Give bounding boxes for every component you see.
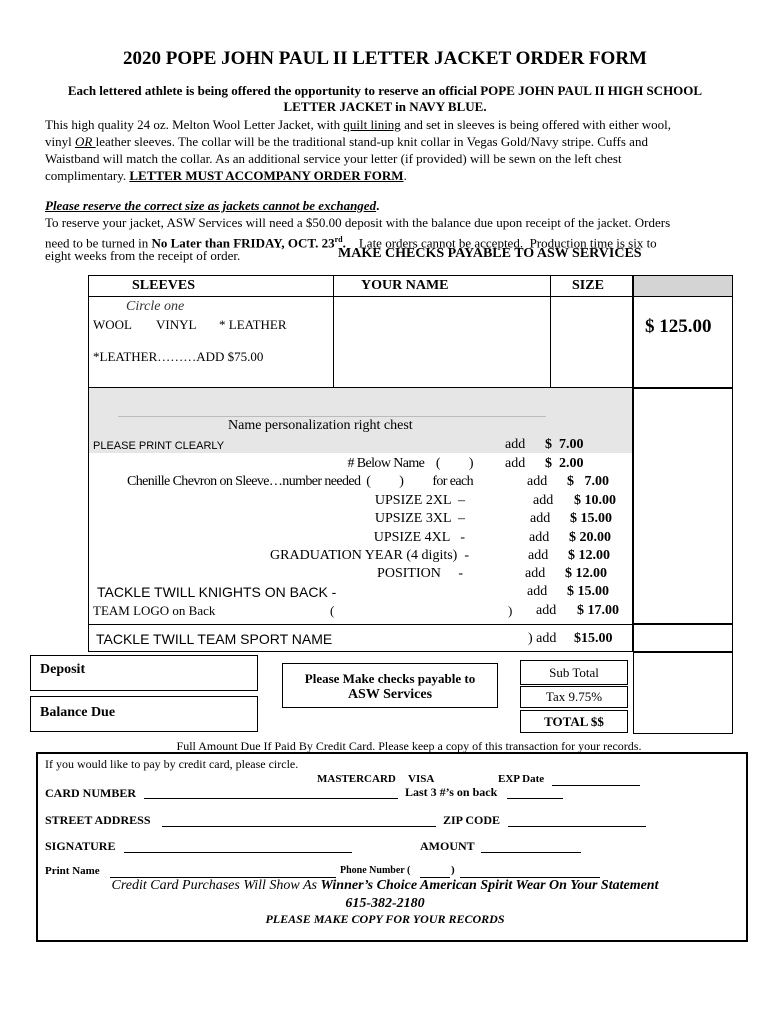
phone-area-field[interactable] (420, 864, 450, 878)
tax-label: Tax 9.75% (545, 689, 603, 704)
copy-note: PLEASE MAKE COPY FOR YOUR RECORDS (265, 912, 505, 926)
col-your-name: YOUR NAME (361, 278, 449, 293)
sub-total-label: Sub Total (549, 665, 599, 680)
zip-code-field[interactable] (508, 812, 646, 827)
addon-add: add (525, 566, 546, 581)
reserve-warning: Please reserve the correct size as jackets cannot be exchanged (45, 198, 377, 213)
option-wool[interactable]: WOOL (93, 317, 132, 332)
tackle-sport-label: TACKLE TWILL TEAM SPORT NAME (96, 631, 333, 647)
your-name-field[interactable] (335, 298, 549, 386)
addon-price: $ 12.00 (568, 548, 610, 563)
col-size: SIZE (572, 278, 604, 293)
tackle-sport-add: ) add (528, 631, 557, 646)
intro-line-2: LETTER JACKET in NAVY BLUE. (283, 99, 487, 114)
checks-note-line-2: ASW Services (347, 687, 433, 702)
signature-field[interactable] (124, 838, 352, 853)
addon-label: # Below Name ( ) (347, 456, 473, 471)
tackle-knights-add: add (527, 584, 548, 599)
addon-label: UPSIZE 2XL – (374, 493, 465, 508)
print-name-label: Print Name (45, 865, 100, 877)
statement-note-a: Credit Card Purchases Will Show As (111, 878, 321, 893)
total-value-box[interactable] (633, 652, 733, 734)
addon-label: GRADUATION YEAR (4 digits) - (270, 548, 469, 563)
desc-g: . (403, 168, 407, 183)
exp-date-label: EXP Date (498, 773, 545, 785)
last3-field[interactable] (507, 784, 563, 799)
balance-due-label: Balance Due (40, 705, 116, 720)
reserve-deadline-sup: rd (334, 235, 343, 244)
team-logo-label: TEAM LOGO on Back (93, 603, 216, 618)
desc-d: leather sleeves. The collar will be the traditional stand-up knit collar in Vegas Gold/Navy stripe. Cuffs and (95, 134, 648, 149)
addon-price: $ 12.00 (565, 566, 607, 581)
tackle-knights-label: TACKLE TWILL KNIGHTS ON BACK - (97, 584, 337, 600)
credit-card-prompt: If you would like to pay by credit card, please circle. (45, 757, 299, 771)
intro-line-1: Each lettered athlete is being offered the opportunity to reserve an official POPE JOHN PAUL II HIGH SCHOOL (67, 83, 703, 98)
reserve-line-2c: . (342, 235, 346, 251)
checks-note-box (282, 663, 498, 708)
deposit-label: Deposit (40, 662, 86, 677)
option-mastercard[interactable]: MASTERCARD (317, 773, 396, 785)
exp-date-field[interactable] (552, 773, 640, 786)
team-logo-paren-open: ( (330, 603, 335, 618)
addon-label: UPSIZE 4XL - (373, 530, 465, 545)
sport-price-box (633, 624, 733, 652)
desc-c: vinyl (45, 134, 75, 149)
reserve-line-2a: need to be turned in (45, 235, 152, 251)
reserve-warning-end: . (376, 198, 380, 213)
addon-label: Chenille Chevron on Sleeve…number needed ( ) for each (127, 474, 473, 489)
addon-price: $ 7.00 (545, 437, 584, 452)
addon-label: POSITION - (377, 566, 463, 581)
total-box (520, 710, 628, 733)
intro-heading (30, 83, 740, 115)
base-price: $ 125.00 (645, 316, 712, 337)
addon-add: add (533, 493, 554, 508)
reserve-line-1: To reserve your jacket, ASW Services will need a $50.00 deposit with the balance due upon receipt of the jacket. Orders (45, 215, 671, 230)
team-logo-price: $ 17.00 (577, 603, 619, 618)
price-header-shade (633, 275, 733, 297)
statement-note (0, 878, 770, 894)
addon-price: $ 2.00 (545, 456, 584, 471)
amount-field[interactable] (481, 838, 581, 853)
street-address-field[interactable] (162, 812, 436, 827)
addon-add: add (505, 456, 526, 471)
desc-f: complimentary. (45, 168, 130, 183)
print-name-field[interactable] (110, 864, 336, 878)
tax-box (520, 686, 628, 708)
circle-one: Circle one (126, 299, 185, 314)
card-number-field[interactable] (144, 784, 398, 799)
desc-a: This high quality 24 oz. Melton Wool Letter Jacket, with (45, 117, 344, 132)
option-leather[interactable]: * LEATHER (219, 317, 287, 332)
last3-label: Last 3 #’s on back (405, 785, 498, 799)
addon-price: $ 10.00 (574, 493, 616, 508)
desc-e: Waistband will match the collar. As an additional service your letter (if provided) will be sewn on the left chest (45, 151, 622, 166)
card-number-label: CARD NUMBER (45, 786, 136, 800)
checks-note-line-1: Please Make checks payable to (304, 671, 476, 686)
print-clearly: PLEASE PRINT CLEARLY (93, 440, 225, 452)
desc-or: OR (74, 134, 96, 149)
tackle-knights-price: $ 15.00 (567, 584, 609, 599)
reserve-section (45, 197, 735, 251)
col-sleeves: SLEEVES (132, 278, 196, 293)
addon-add: add (528, 548, 549, 563)
addon-price: $ 7.00 (567, 474, 609, 489)
phone-label: Phone Number ( (340, 865, 411, 876)
desc-b: and set in sleeves is being offered with either wool, (400, 117, 671, 132)
page-title: 2020 POPE JOHN PAUL II LETTER JACKET ORDER FORM (123, 48, 647, 69)
reserve-line-3: eight weeks from the receipt of order. (45, 248, 241, 263)
total-label: TOTAL $$ (544, 714, 604, 729)
reserve-line-2d: Late orders cannot be accepted. Production time is six to (345, 235, 657, 251)
street-address-label: STREET ADDRESS (45, 813, 151, 827)
addon-price: $ 15.00 (570, 511, 612, 526)
jacket-description (45, 116, 735, 184)
size-field[interactable] (552, 298, 632, 386)
signature-label: SIGNATURE (45, 839, 116, 853)
sub-total-box (520, 660, 628, 685)
addon-add: add (527, 474, 548, 489)
make-checks-payable: MAKE CHECKS PAYABLE TO ASW SERVICES (338, 246, 642, 261)
price-box (633, 296, 733, 388)
phone-close: ) (451, 864, 455, 876)
desc-quilt: quilt lining (343, 117, 401, 132)
addon-add: add (505, 437, 526, 452)
addon-add: add (530, 511, 551, 526)
zip-code-label: ZIP CODE (443, 813, 501, 827)
addon-label: UPSIZE 3XL – (374, 511, 465, 526)
addon-price-box (633, 388, 733, 624)
desc-letter: LETTER MUST ACCOMPANY ORDER FORM (129, 168, 404, 183)
tackle-sport-price: $15.00 (574, 631, 613, 646)
amount-label: AMOUNT (420, 839, 475, 853)
option-visa[interactable]: VISA (408, 773, 435, 785)
statement-note-b: Winner’s Choice American Spirit Wear On Your Statement (320, 878, 659, 893)
phone-number-field[interactable] (460, 864, 600, 878)
leather-add-note: *LEATHER………ADD $75.00 (93, 349, 264, 364)
option-vinyl[interactable]: VINYL (156, 317, 197, 332)
personalization-label: Name personalization right chest (228, 418, 413, 433)
asw-phone: 615-382-2180 (345, 896, 425, 911)
team-logo-paren-close: ) (508, 603, 513, 618)
addon-add: add (529, 530, 550, 545)
team-logo-add: add (536, 603, 557, 618)
addon-price: $ 20.00 (569, 530, 611, 545)
reserve-deadline: No Later than FRIDAY, OCT. 23 (151, 235, 335, 251)
full-amount-note: Full Amount Due If Paid By Credit Card. Please keep a copy of this transaction for your records. (176, 739, 642, 753)
